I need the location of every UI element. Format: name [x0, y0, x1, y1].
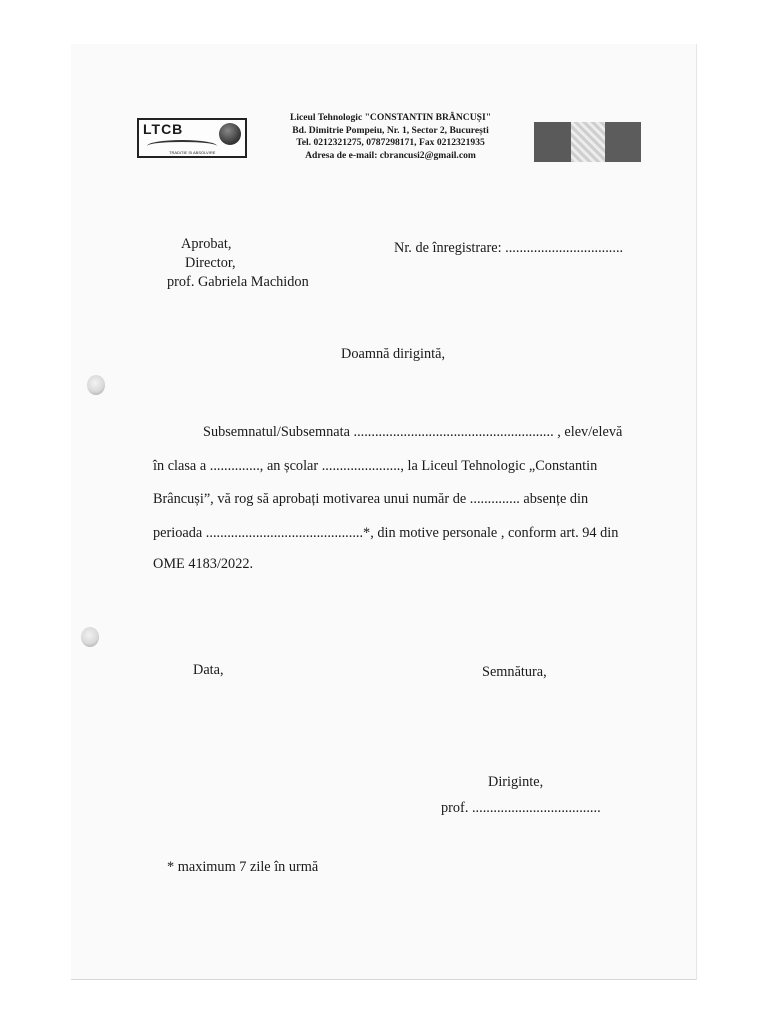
request-line-2: în clasa a .............., an școlar ......................, la Liceul Tehnologic „Constantin: [153, 458, 598, 474]
request-line-3: Brâncuși”, vă rog să aprobați motivarea unui număr de .............. absențe din: [153, 491, 589, 507]
school-address: Bd. Dimitrie Pompeiu, Nr. 1, Sector 2, București: [292, 124, 489, 136]
director-label: Director,: [185, 255, 236, 271]
teacher-name-field: prof. ....................................: [441, 800, 601, 816]
director-name: prof. Gabriela Machidon: [167, 274, 309, 290]
punch-hole-top: [87, 375, 105, 395]
logo-text: LTCB: [143, 121, 184, 137]
request-line-4: perioada ............................................*, din motive personale , conform art. 94 din: [153, 525, 619, 541]
registration-number: Nr. de înregistrare: .................................: [394, 240, 624, 256]
school-logo: [137, 118, 247, 158]
globe-icon: [219, 123, 241, 145]
logo-motto: TRADITIE SI ABSOLVIRE: [169, 150, 216, 155]
date-label: Data,: [193, 662, 224, 678]
footnote: * maximum 7 zile în urmă: [167, 859, 319, 875]
salutation: Doamnă dirigintă,: [341, 346, 446, 362]
request-line-1: Subsemnatul/Subsemnata ........................................................ , elev/elevă: [203, 424, 623, 440]
approved-label: Aprobat,: [181, 236, 232, 252]
document-page: [71, 44, 697, 980]
school-header: [253, 112, 528, 162]
qr-code-left: [534, 122, 571, 162]
school-name: Liceul Tehnologic "CONSTANTIN BRÂNCUȘI": [289, 112, 492, 123]
signature-label: Semnătura,: [482, 664, 547, 680]
request-line-5: OME 4183/2022.: [153, 556, 254, 572]
qr-code-middle: [571, 122, 605, 162]
punch-hole-bottom: [81, 627, 99, 647]
teacher-title: Diriginte,: [488, 774, 544, 790]
school-email: Adresa de e-mail: cbrancusi2@gmail.com: [305, 149, 476, 161]
qr-code-right: [605, 122, 641, 162]
school-phone: Tel. 0212321275, 0787298171, Fax 0212321935: [296, 137, 485, 148]
